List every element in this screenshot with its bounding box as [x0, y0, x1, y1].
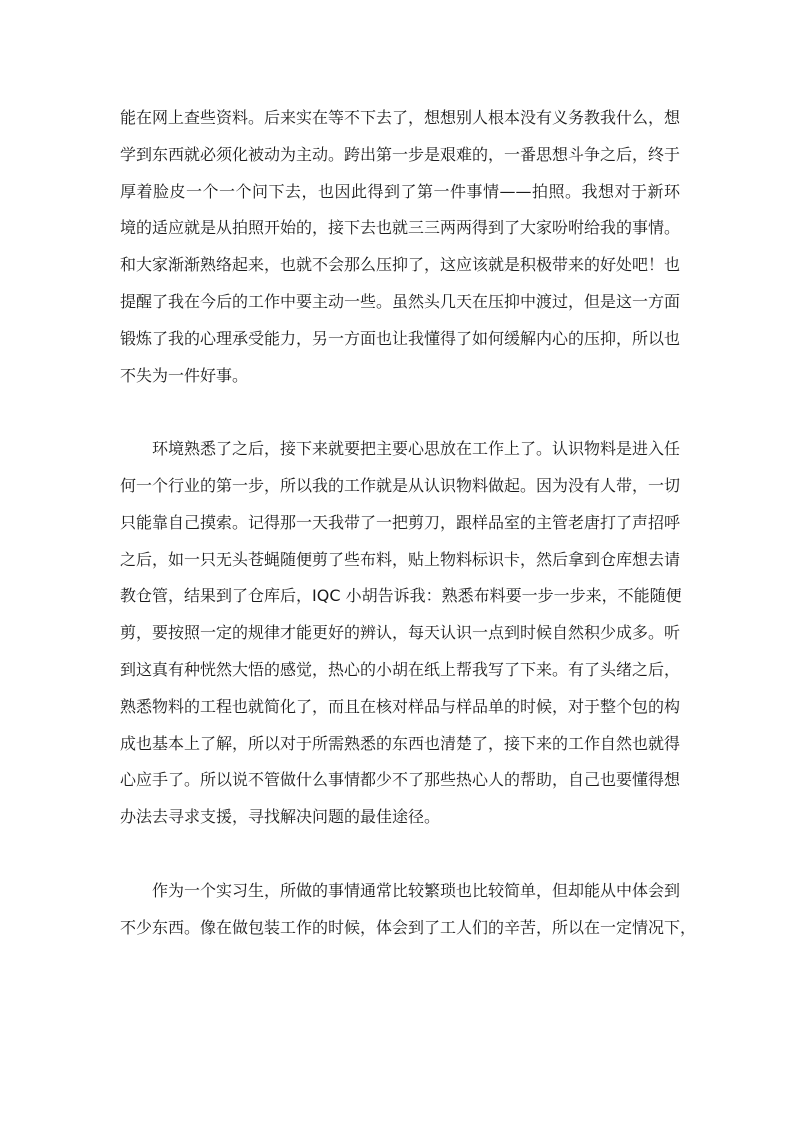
paragraph-line: 到这真有种恍然大悟的感觉，热心的小胡在纸上帮我写了下来。有了头绪之后， — [120, 659, 681, 679]
paragraph-line: 只能靠自己摸索。记得那一天我带了一把剪刀，跟样品室的主管老唐打了声招呼 — [120, 512, 681, 532]
paragraph-line: 学到东西就必须化被动为主动。跨出第一步是艰难的，一番思想斗争之后，终于 — [120, 144, 681, 164]
paragraph-line: 心应手了。所以说不管做什么事情都少不了那些热心人的帮助，自己也要懂得想 — [120, 770, 681, 790]
paragraph-line: 成也基本上了解，所以对于所需熟悉的东西也清楚了，接下来的工作自然也就得 — [120, 733, 681, 753]
paragraph-line: 办法去寻求支援，寻找解决问题的最佳途径。 — [120, 807, 441, 827]
paragraph-line: 剪，要按照一定的规律才能更好的辨认，每天认识一点到时候自然积少成多。听 — [120, 623, 681, 643]
paragraph-line: 何一个行业的第一步，所以我的工作就是从认识物料做起。因为没有人带，一切 — [120, 475, 681, 495]
paragraph-line: 提醒了我在今后的工作中要主动一些。虽然头几天在压抑中渡过，但是这一方面 — [120, 291, 681, 311]
paragraph-line: 教仓管，结果到了仓库后，IQC 小胡告诉我：熟悉布料要一步一步来，不能随便 — [120, 586, 682, 606]
paragraph-line: 环境熟悉了之后，接下来就要把主要心思放在工作上了。认识物料是进入任 — [152, 439, 681, 459]
paragraph-line: 不少东西。像在做包装工作的时候，体会到了工人们的辛苦，所以在一定情况下， — [120, 917, 697, 937]
paragraph-line: 和大家渐渐熟络起来，也就不会那么压抑了，这应该就是积极带来的好处吧！也 — [120, 255, 681, 275]
paragraph-line: 厚着脸皮一个一个问下去，也因此得到了第一件事情——拍照。我想对于新环 — [120, 181, 680, 201]
document-body — [120, 100, 697, 983]
paragraph-line: 之后，如一只无头苍蝇随便剪了些布料，贴上物料标识卡，然后拿到仓库想去请 — [120, 549, 681, 569]
paragraph-line: 熟悉物料的工程也就简化了，而且在核对样品与样品单的时候，对于整个包的构 — [120, 696, 681, 716]
paragraph-line: 锻炼了我的心理承受能力，另一方面也让我懂得了如何缓解内心的压抑，所以也 — [120, 328, 681, 348]
paragraph-line: 境的适应就是从拍照开始的，接下去也就三三两两得到了大家吩咐给我的事情。 — [120, 218, 681, 238]
paragraph-1 — [120, 100, 680, 394]
paragraph-line: 不失为一件好事。 — [120, 365, 249, 385]
paragraph-2 — [120, 431, 680, 836]
paragraph-line: 作为一个实习生，所做的事情通常比较繁琐也比较简单，但却能从中体会到 — [152, 880, 681, 900]
paragraph-3 — [120, 873, 697, 947]
paragraph-line: 能在网上查些资料。后来实在等不下去了，想想别人根本没有义务教我什么，想 — [120, 108, 681, 127]
